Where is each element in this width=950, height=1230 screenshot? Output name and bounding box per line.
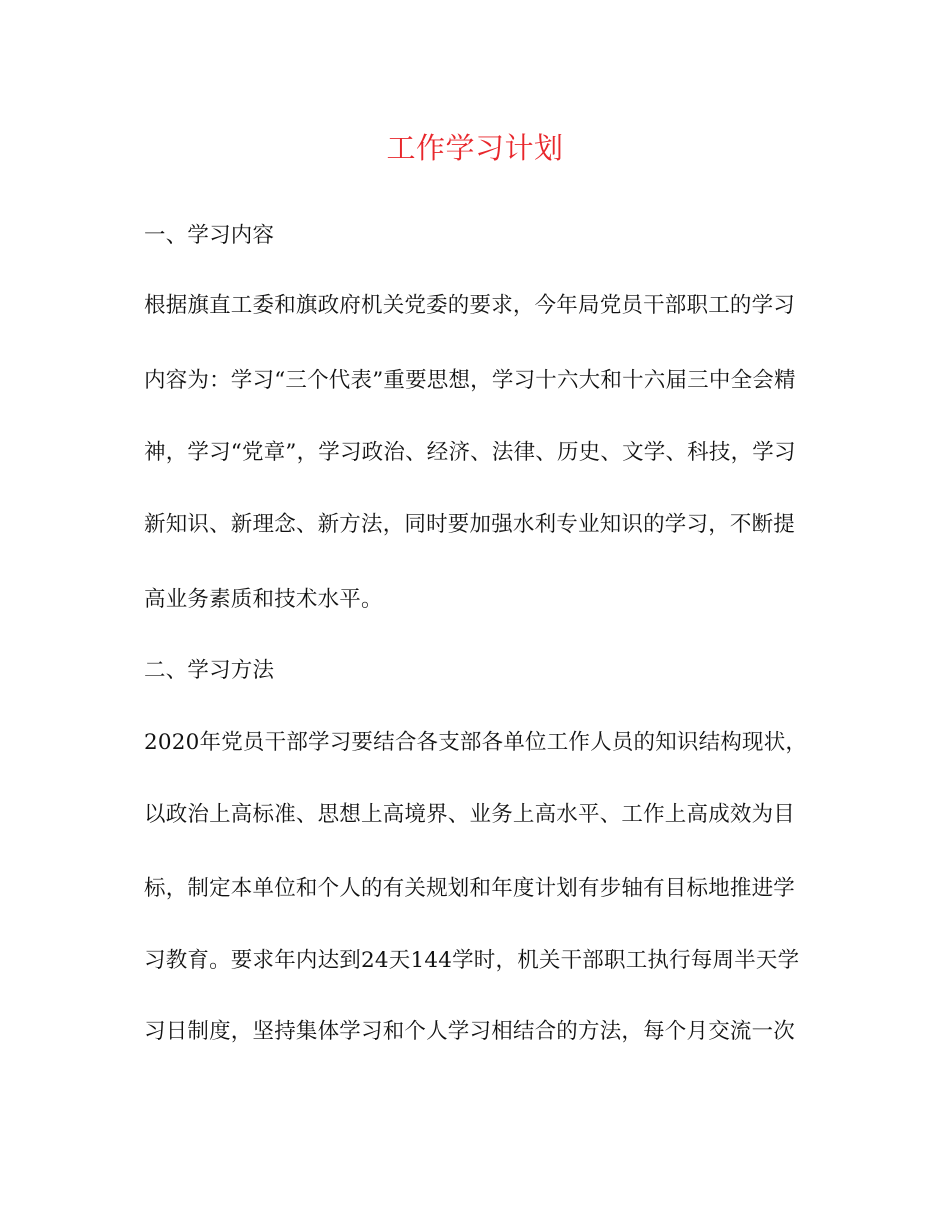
document-title: 工作学习计划 [386,131,564,165]
paragraph-line: 习教育。要求年内达到24天144学时，机关干部职工执行每周半天学 [144,948,800,973]
paragraph-line: 神，学习“党章”，学习政治、经济、法律、历史、文学、科技，学习 [144,440,796,465]
paragraph-line: 标，制定本单位和个人的有关规划和年度计划有步轴有目标地推进学 [144,876,796,901]
paragraph-line: 新知识、新理念、新方法，同时要加强水利专业知识的学习，不断提 [144,512,796,537]
paragraph-line: 习日制度，坚持集体学习和个人学习相结合的方法，每个月交流一次 [144,1019,796,1044]
section-heading-study-content: 一、学习内容 [144,223,275,248]
paragraph-line: 2020年党员干部学习要结合各支部各单位工作人员的知识结构现状， [144,730,808,755]
paragraph-line: 内容为：学习“三个代表”重要思想，学习十六大和十六届三中全会精 [144,368,796,393]
section-heading-study-method: 二、学习方法 [144,658,275,683]
paragraph-line: 高业务素质和技术水平。 [144,587,383,612]
paragraph-line: 根据旗直工委和旗政府机关党委的要求，今年局党员干部职工的学习 [144,293,796,318]
paragraph-line: 以政治上高标准、思想上高境界、业务上高水平、工作上高成效为目 [144,802,796,827]
